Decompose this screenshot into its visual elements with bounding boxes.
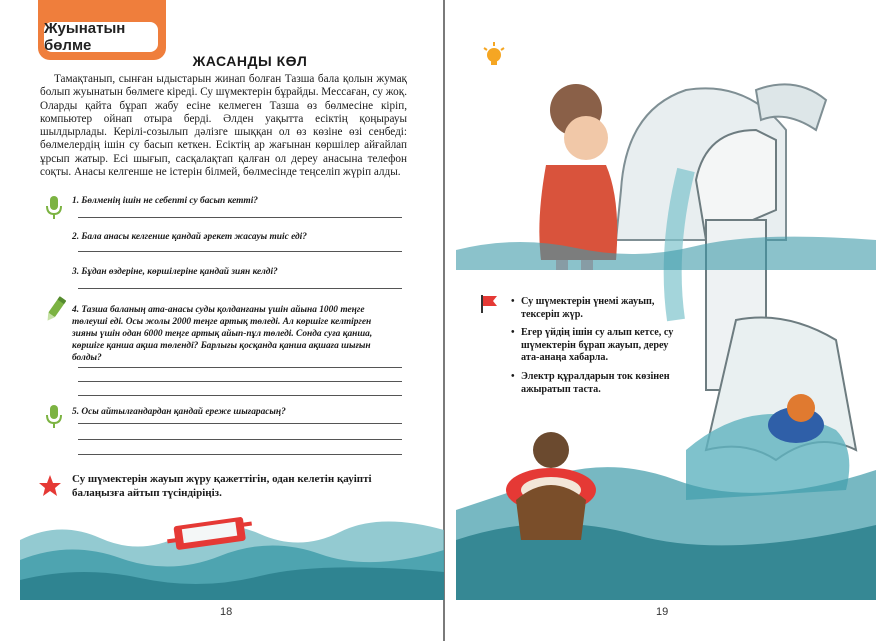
story-text: Тамақтанып, сынған ыдыстарын жинап болған Тазша бала қолын жумақ болып жуынатын бөлмеге кіреді. Су шүмектерін бұрайды. Мессаған, су жоқ. Оларды қайта бұрап жабу есіне келмеген Тазша өз бөлмесіне кіріп, компьютер ойнап отыра берді. Әлден уақытта есіктің қоңырауы шылдырлады. Керілі-созылып дәлізге шыққан ол өз көзіне өзі сенбеді: бөлмелердің ішін су басып кеткен. Есіктің ар жағынан көршілер айғайлап ұрсып жатыр. Есі шығып, сасқалақтап қалған ол дереу анасына телефон соқты. Анасы келгенше не істерін білмей, бөлмесінде теңселіп жүріп алды. <box>40 73 407 179</box>
question-5: 5. Осы айтылғандардан қандай ереже шығарасың? <box>72 407 286 417</box>
left-page <box>0 0 444 641</box>
answer-line <box>78 395 402 396</box>
right-page <box>446 0 889 641</box>
page-number: 19 <box>656 606 669 618</box>
safety-tip: • Су шүмектерін үнемі жауып, тексеріп жүр. <box>511 296 686 321</box>
page-number: 18 <box>220 606 233 618</box>
question-1: 1. Бөлменің ішін не себепті су басып кетті? <box>72 196 258 206</box>
section-tab-bar <box>38 0 166 16</box>
safety-tips-list <box>511 296 686 402</box>
parent-task: Су шүмектерін жауып жүру қажеттігін, одан келетін қауіпті балаңызға айтып түсіндіріңіз. <box>72 473 372 499</box>
question-2: 2. Бала анасы келгенше қандай әрекет жасауы тиіс еді? <box>72 232 307 242</box>
water-illustration-left <box>20 510 444 600</box>
question-4: 4. Тазша баланың ата-анасы суды қолданғаны үшін айына 1000 теңге төлеуші еді. Осы жолы 2000 теңге артық төледі. Ал көршіге келтірген зияны үшін одан 6000 теңге артық айып-пұл төледі. Сонда суға қанша, көршіге қанша ақша төленді? Барлығы қосқанда қанша ақшаға шығын болды? <box>72 305 373 363</box>
microphone-icon <box>46 405 62 434</box>
safety-tip: • Электр құралдарын ток көзінен ажыратып таста. <box>511 371 686 396</box>
flag-icon <box>479 294 499 319</box>
microphone-icon <box>46 196 62 225</box>
answer-line <box>78 217 402 218</box>
answer-line <box>78 423 402 424</box>
lightbulb-icon <box>482 42 506 73</box>
answer-line <box>78 251 402 252</box>
section-tab-label: Жуынатын бөлме <box>44 22 158 52</box>
answer-line <box>78 439 402 440</box>
answer-line <box>78 367 402 368</box>
answer-line <box>78 381 402 382</box>
answer-line <box>78 288 402 289</box>
story-title: ЖАСАНДЫ КӨЛ <box>192 53 308 69</box>
question-3: 3. Бұдан өздеріне, көршілеріне қандай зиян келді? <box>72 267 278 277</box>
answer-line <box>78 454 402 455</box>
star-icon <box>38 474 62 503</box>
section-tab <box>38 16 166 60</box>
safety-tip: • Егер үйдің ішін су алып кетсе, су шүмектерін бұрап жауып, дереу ата-анаңа хабарла. <box>511 327 686 365</box>
pencil-icon <box>44 296 66 329</box>
